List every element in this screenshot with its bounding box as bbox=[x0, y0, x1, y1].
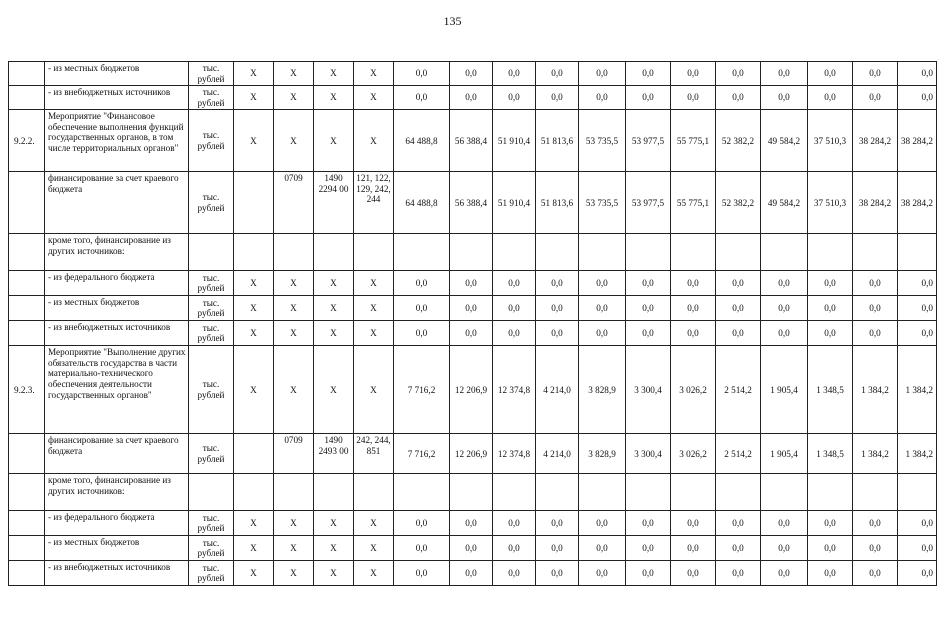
year-value-cell: 0,0 bbox=[853, 296, 898, 321]
table-row bbox=[9, 296, 937, 321]
csr-code-cell: X bbox=[314, 561, 354, 586]
year-value-cell bbox=[579, 474, 626, 511]
year-value-cell: 0,0 bbox=[716, 561, 761, 586]
unit-cell: тыс. рублей bbox=[189, 434, 234, 474]
year-value-cell: 0,0 bbox=[450, 561, 493, 586]
year-value-cell: 0,0 bbox=[808, 536, 853, 561]
year-value-cell: 0,0 bbox=[761, 321, 808, 346]
year-value-cell: 0,0 bbox=[394, 296, 450, 321]
year-value-cell: 1 348,5 bbox=[808, 434, 853, 474]
year-value-cell: 4 214,0 bbox=[536, 346, 579, 434]
year-value-cell: 12 206,9 bbox=[450, 346, 493, 434]
year-value-cell: 0,0 bbox=[493, 511, 536, 536]
year-value-cell: 53 735,5 bbox=[579, 172, 626, 234]
vr-code-cell: X bbox=[354, 561, 394, 586]
year-value-cell: 0,0 bbox=[579, 271, 626, 296]
grbs-code-cell bbox=[234, 234, 274, 271]
year-value-cell: 1 384,2 bbox=[898, 346, 937, 434]
year-value-cell: 49 584,2 bbox=[761, 110, 808, 172]
year-value-cell: 0,0 bbox=[808, 62, 853, 86]
item-name-cell: - из местных бюджетов bbox=[45, 536, 189, 561]
year-value-cell: 0,0 bbox=[761, 536, 808, 561]
year-value-cell: 0,0 bbox=[493, 536, 536, 561]
item-number-cell bbox=[9, 296, 45, 321]
year-value-cell bbox=[536, 234, 579, 271]
item-name-cell: - из внебюджетных источников bbox=[45, 86, 189, 110]
unit-cell: тыс. рублей bbox=[189, 271, 234, 296]
table-row bbox=[9, 346, 937, 434]
year-value-cell: 0,0 bbox=[579, 511, 626, 536]
year-value-cell: 3 300,4 bbox=[626, 346, 671, 434]
year-value-cell bbox=[493, 234, 536, 271]
rzpr-code-cell bbox=[274, 234, 314, 271]
year-value-cell bbox=[450, 474, 493, 511]
table-row bbox=[9, 321, 937, 346]
rzpr-code-cell: X bbox=[274, 296, 314, 321]
vr-code-cell: X bbox=[354, 296, 394, 321]
table-row bbox=[9, 271, 937, 296]
year-value-cell: 0,0 bbox=[394, 62, 450, 86]
year-value-cell: 0,0 bbox=[853, 536, 898, 561]
year-value-cell: 0,0 bbox=[671, 296, 716, 321]
table-row bbox=[9, 62, 937, 86]
year-value-cell: 0,0 bbox=[761, 296, 808, 321]
vr-code-cell: X bbox=[354, 321, 394, 346]
year-value-cell: 38 284,2 bbox=[898, 110, 937, 172]
year-value-cell: 0,0 bbox=[450, 536, 493, 561]
csr-code-cell: X bbox=[314, 346, 354, 434]
csr-code-cell: X bbox=[314, 536, 354, 561]
vr-code-cell: X bbox=[354, 511, 394, 536]
year-value-cell: 0,0 bbox=[671, 321, 716, 346]
unit-cell: тыс. рублей bbox=[189, 62, 234, 86]
csr-code-cell: X bbox=[314, 321, 354, 346]
item-number-cell bbox=[9, 172, 45, 234]
unit-cell bbox=[189, 234, 234, 271]
year-value-cell bbox=[808, 474, 853, 511]
item-number-cell bbox=[9, 234, 45, 271]
year-value-cell: 0,0 bbox=[493, 271, 536, 296]
year-value-cell: 2 514,2 bbox=[716, 434, 761, 474]
year-value-cell: 7 716,2 bbox=[394, 434, 450, 474]
year-value-cell: 0,0 bbox=[450, 296, 493, 321]
rzpr-code-cell: X bbox=[274, 110, 314, 172]
year-value-cell: 0,0 bbox=[898, 296, 937, 321]
csr-code-cell: X bbox=[314, 62, 354, 86]
year-value-cell: 0,0 bbox=[536, 561, 579, 586]
year-value-cell: 0,0 bbox=[671, 62, 716, 86]
unit-cell: тыс. рублей bbox=[189, 172, 234, 234]
csr-code-cell bbox=[314, 234, 354, 271]
year-value-cell: 7 716,2 bbox=[394, 346, 450, 434]
year-value-cell: 0,0 bbox=[853, 561, 898, 586]
year-value-cell: 0,0 bbox=[579, 321, 626, 346]
table-row bbox=[9, 474, 937, 511]
year-value-cell: 53 977,5 bbox=[626, 172, 671, 234]
table-row bbox=[9, 234, 937, 271]
item-name-cell: Мероприятие "Финансовое обеспечение выполнения функций государственных органов, в том числе территориальных органов" bbox=[45, 110, 189, 172]
year-value-cell: 0,0 bbox=[626, 511, 671, 536]
year-value-cell: 0,0 bbox=[898, 321, 937, 346]
year-value-cell: 0,0 bbox=[853, 271, 898, 296]
year-value-cell: 49 584,2 bbox=[761, 172, 808, 234]
year-value-cell: 0,0 bbox=[898, 62, 937, 86]
year-value-cell: 3 828,9 bbox=[579, 346, 626, 434]
item-number-cell bbox=[9, 62, 45, 86]
year-value-cell bbox=[626, 234, 671, 271]
year-value-cell: 38 284,2 bbox=[853, 172, 898, 234]
grbs-code-cell: X bbox=[234, 346, 274, 434]
item-number-cell bbox=[9, 474, 45, 511]
year-value-cell: 0,0 bbox=[626, 536, 671, 561]
unit-cell bbox=[189, 474, 234, 511]
year-value-cell: 0,0 bbox=[626, 62, 671, 86]
item-number-cell bbox=[9, 536, 45, 561]
year-value-cell: 55 775,1 bbox=[671, 172, 716, 234]
year-value-cell: 1 348,5 bbox=[808, 346, 853, 434]
year-value-cell: 0,0 bbox=[671, 271, 716, 296]
year-value-cell: 0,0 bbox=[394, 271, 450, 296]
year-value-cell: 0,0 bbox=[898, 86, 937, 110]
year-value-cell: 0,0 bbox=[808, 271, 853, 296]
table-row bbox=[9, 86, 937, 110]
csr-code-cell: X bbox=[314, 296, 354, 321]
year-value-cell: 1 905,4 bbox=[761, 346, 808, 434]
year-value-cell: 64 488,8 bbox=[394, 172, 450, 234]
csr-code-cell bbox=[314, 474, 354, 511]
item-number-cell: 9.2.2. bbox=[9, 110, 45, 172]
year-value-cell: 4 214,0 bbox=[536, 434, 579, 474]
table-row bbox=[9, 172, 937, 234]
year-value-cell bbox=[450, 234, 493, 271]
rzpr-code-cell: 0709 bbox=[274, 172, 314, 234]
year-value-cell: 0,0 bbox=[761, 511, 808, 536]
year-value-cell: 0,0 bbox=[808, 86, 853, 110]
year-value-cell: 0,0 bbox=[536, 62, 579, 86]
year-value-cell bbox=[394, 234, 450, 271]
year-value-cell: 2 514,2 bbox=[716, 346, 761, 434]
year-value-cell: 0,0 bbox=[761, 561, 808, 586]
year-value-cell: 0,0 bbox=[579, 561, 626, 586]
year-value-cell: 0,0 bbox=[536, 321, 579, 346]
year-value-cell: 0,0 bbox=[761, 271, 808, 296]
year-value-cell: 0,0 bbox=[394, 536, 450, 561]
year-value-cell: 0,0 bbox=[853, 86, 898, 110]
year-value-cell: 0,0 bbox=[536, 271, 579, 296]
year-value-cell: 0,0 bbox=[626, 296, 671, 321]
rzpr-code-cell: X bbox=[274, 536, 314, 561]
year-value-cell: 0,0 bbox=[716, 86, 761, 110]
year-value-cell: 0,0 bbox=[493, 62, 536, 86]
year-value-cell: 0,0 bbox=[671, 536, 716, 561]
year-value-cell: 55 775,1 bbox=[671, 110, 716, 172]
year-value-cell: 0,0 bbox=[536, 296, 579, 321]
year-value-cell: 0,0 bbox=[626, 561, 671, 586]
year-value-cell: 0,0 bbox=[450, 271, 493, 296]
vr-code-cell: X bbox=[354, 62, 394, 86]
year-value-cell bbox=[808, 234, 853, 271]
year-value-cell bbox=[898, 474, 937, 511]
vr-code-cell bbox=[354, 234, 394, 271]
year-value-cell: 0,0 bbox=[450, 62, 493, 86]
year-value-cell: 0,0 bbox=[626, 86, 671, 110]
year-value-cell: 0,0 bbox=[898, 561, 937, 586]
rzpr-code-cell: 0709 bbox=[274, 434, 314, 474]
year-value-cell: 38 284,2 bbox=[853, 110, 898, 172]
year-value-cell: 12 374,8 bbox=[493, 346, 536, 434]
year-value-cell: 0,0 bbox=[394, 321, 450, 346]
table-row bbox=[9, 110, 937, 172]
page-number: 135 bbox=[443, 14, 462, 28]
year-value-cell bbox=[761, 474, 808, 511]
year-value-cell: 1 384,2 bbox=[853, 434, 898, 474]
csr-code-cell: 1490 2294 00 bbox=[314, 172, 354, 234]
year-value-cell: 0,0 bbox=[853, 62, 898, 86]
vr-code-cell: 121, 122, 129, 242, 244 bbox=[354, 172, 394, 234]
year-value-cell: 51 813,6 bbox=[536, 110, 579, 172]
item-name-cell: - из внебюджетных источников bbox=[45, 321, 189, 346]
year-value-cell: 0,0 bbox=[761, 86, 808, 110]
year-value-cell: 0,0 bbox=[579, 62, 626, 86]
csr-code-cell: X bbox=[314, 110, 354, 172]
item-number-cell bbox=[9, 271, 45, 296]
rzpr-code-cell: X bbox=[274, 561, 314, 586]
year-value-cell: 0,0 bbox=[898, 536, 937, 561]
rzpr-code-cell: X bbox=[274, 271, 314, 296]
year-value-cell: 64 488,8 bbox=[394, 110, 450, 172]
year-value-cell: 0,0 bbox=[536, 511, 579, 536]
year-value-cell: 1 384,2 bbox=[898, 434, 937, 474]
csr-code-cell: X bbox=[314, 271, 354, 296]
item-name-cell: финансирование за счет краевого бюджета bbox=[45, 434, 189, 474]
year-value-cell: 53 735,5 bbox=[579, 110, 626, 172]
vr-code-cell: X bbox=[354, 110, 394, 172]
year-value-cell: 0,0 bbox=[493, 86, 536, 110]
grbs-code-cell: X bbox=[234, 511, 274, 536]
year-value-cell bbox=[394, 474, 450, 511]
grbs-code-cell: X bbox=[234, 62, 274, 86]
unit-cell: тыс. рублей bbox=[189, 110, 234, 172]
grbs-code-cell bbox=[234, 474, 274, 511]
year-value-cell: 0,0 bbox=[808, 296, 853, 321]
year-value-cell: 0,0 bbox=[716, 321, 761, 346]
item-name-cell: финансирование за счет краевого бюджета bbox=[45, 172, 189, 234]
rzpr-code-cell: X bbox=[274, 321, 314, 346]
year-value-cell bbox=[716, 234, 761, 271]
year-value-cell: 0,0 bbox=[536, 536, 579, 561]
vr-code-cell: X bbox=[354, 86, 394, 110]
grbs-code-cell: X bbox=[234, 561, 274, 586]
year-value-cell: 0,0 bbox=[761, 62, 808, 86]
grbs-code-cell: X bbox=[234, 321, 274, 346]
grbs-code-cell: X bbox=[234, 271, 274, 296]
year-value-cell: 0,0 bbox=[394, 86, 450, 110]
year-value-cell: 0,0 bbox=[394, 511, 450, 536]
year-value-cell bbox=[671, 474, 716, 511]
year-value-cell: 53 977,5 bbox=[626, 110, 671, 172]
year-value-cell: 0,0 bbox=[671, 86, 716, 110]
year-value-cell: 0,0 bbox=[536, 86, 579, 110]
table-row bbox=[9, 536, 937, 561]
year-value-cell: 37 510,3 bbox=[808, 110, 853, 172]
item-name-cell: кроме того, финансирование из других источников: bbox=[45, 474, 189, 511]
year-value-cell: 0,0 bbox=[716, 271, 761, 296]
year-value-cell: 0,0 bbox=[493, 296, 536, 321]
csr-code-cell: X bbox=[314, 511, 354, 536]
year-value-cell: 56 388,4 bbox=[450, 172, 493, 234]
item-number-cell bbox=[9, 321, 45, 346]
year-value-cell: 52 382,2 bbox=[716, 110, 761, 172]
vr-code-cell: X bbox=[354, 346, 394, 434]
grbs-code-cell bbox=[234, 434, 274, 474]
rzpr-code-cell: X bbox=[274, 86, 314, 110]
vr-code-cell: X bbox=[354, 536, 394, 561]
year-value-cell: 0,0 bbox=[898, 511, 937, 536]
year-value-cell: 0,0 bbox=[579, 86, 626, 110]
year-value-cell bbox=[579, 234, 626, 271]
unit-cell: тыс. рублей bbox=[189, 296, 234, 321]
year-value-cell: 0,0 bbox=[716, 511, 761, 536]
year-value-cell: 0,0 bbox=[808, 511, 853, 536]
year-value-cell: 1 905,4 bbox=[761, 434, 808, 474]
item-number-cell bbox=[9, 561, 45, 586]
year-value-cell: 38 284,2 bbox=[898, 172, 937, 234]
year-value-cell: 0,0 bbox=[450, 511, 493, 536]
grbs-code-cell: X bbox=[234, 110, 274, 172]
rzpr-code-cell: X bbox=[274, 511, 314, 536]
year-value-cell: 0,0 bbox=[493, 321, 536, 346]
year-value-cell: 3 026,2 bbox=[671, 346, 716, 434]
year-value-cell: 51 910,4 bbox=[493, 172, 536, 234]
year-value-cell bbox=[626, 474, 671, 511]
item-name-cell: - из местных бюджетов bbox=[45, 62, 189, 86]
grbs-code-cell: X bbox=[234, 536, 274, 561]
year-value-cell: 0,0 bbox=[808, 561, 853, 586]
item-number-cell bbox=[9, 511, 45, 536]
year-value-cell: 0,0 bbox=[716, 536, 761, 561]
item-name-cell: - из федерального бюджета bbox=[45, 511, 189, 536]
year-value-cell: 12 206,9 bbox=[450, 434, 493, 474]
item-number-cell bbox=[9, 86, 45, 110]
unit-cell: тыс. рублей bbox=[189, 561, 234, 586]
item-name-cell: - из внебюджетных источников bbox=[45, 561, 189, 586]
item-name-cell: - из федерального бюджета bbox=[45, 271, 189, 296]
year-value-cell: 0,0 bbox=[626, 271, 671, 296]
year-value-cell bbox=[853, 234, 898, 271]
item-name-cell: кроме того, финансирование из других источников: bbox=[45, 234, 189, 271]
year-value-cell bbox=[536, 474, 579, 511]
year-value-cell: 52 382,2 bbox=[716, 172, 761, 234]
item-name-cell: Мероприятие "Выполнение других обязательств государства в части материально-технического обеспечения деятельности государственных органов" bbox=[45, 346, 189, 434]
year-value-cell: 3 300,4 bbox=[626, 434, 671, 474]
year-value-cell: 0,0 bbox=[394, 561, 450, 586]
year-value-cell: 0,0 bbox=[716, 62, 761, 86]
table-row bbox=[9, 434, 937, 474]
unit-cell: тыс. рублей bbox=[189, 511, 234, 536]
grbs-code-cell: X bbox=[234, 296, 274, 321]
year-value-cell: 0,0 bbox=[671, 561, 716, 586]
item-name-cell: - из местных бюджетов bbox=[45, 296, 189, 321]
year-value-cell bbox=[493, 474, 536, 511]
year-value-cell: 3 828,9 bbox=[579, 434, 626, 474]
year-value-cell bbox=[716, 474, 761, 511]
item-number-cell: 9.2.3. bbox=[9, 346, 45, 434]
table-row bbox=[9, 561, 937, 586]
unit-cell: тыс. рублей bbox=[189, 346, 234, 434]
grbs-code-cell: X bbox=[234, 86, 274, 110]
year-value-cell: 37 510,3 bbox=[808, 172, 853, 234]
unit-cell: тыс. рублей bbox=[189, 321, 234, 346]
csr-code-cell: X bbox=[314, 86, 354, 110]
vr-code-cell: 242, 244, 851 bbox=[354, 434, 394, 474]
item-number-cell bbox=[9, 434, 45, 474]
rzpr-code-cell: X bbox=[274, 346, 314, 434]
year-value-cell: 0,0 bbox=[626, 321, 671, 346]
rzpr-code-cell: X bbox=[274, 62, 314, 86]
unit-cell: тыс. рублей bbox=[189, 86, 234, 110]
budget-table bbox=[8, 61, 937, 586]
year-value-cell bbox=[853, 474, 898, 511]
table-row bbox=[9, 511, 937, 536]
csr-code-cell: 1490 2493 00 bbox=[314, 434, 354, 474]
year-value-cell: 0,0 bbox=[853, 321, 898, 346]
year-value-cell: 0,0 bbox=[579, 536, 626, 561]
year-value-cell: 0,0 bbox=[579, 296, 626, 321]
year-value-cell: 1 384,2 bbox=[853, 346, 898, 434]
year-value-cell bbox=[898, 234, 937, 271]
year-value-cell: 0,0 bbox=[853, 511, 898, 536]
year-value-cell: 56 388,4 bbox=[450, 110, 493, 172]
year-value-cell bbox=[671, 234, 716, 271]
year-value-cell: 0,0 bbox=[808, 321, 853, 346]
unit-cell: тыс. рублей bbox=[189, 536, 234, 561]
year-value-cell: 12 374,8 bbox=[493, 434, 536, 474]
year-value-cell: 0,0 bbox=[716, 296, 761, 321]
vr-code-cell: X bbox=[354, 271, 394, 296]
year-value-cell bbox=[761, 234, 808, 271]
year-value-cell: 0,0 bbox=[898, 271, 937, 296]
grbs-code-cell bbox=[234, 172, 274, 234]
year-value-cell: 3 026,2 bbox=[671, 434, 716, 474]
year-value-cell: 0,0 bbox=[671, 511, 716, 536]
year-value-cell: 51 910,4 bbox=[493, 110, 536, 172]
rzpr-code-cell bbox=[274, 474, 314, 511]
year-value-cell: 0,0 bbox=[493, 561, 536, 586]
vr-code-cell bbox=[354, 474, 394, 511]
year-value-cell: 51 813,6 bbox=[536, 172, 579, 234]
year-value-cell: 0,0 bbox=[450, 321, 493, 346]
year-value-cell: 0,0 bbox=[450, 86, 493, 110]
